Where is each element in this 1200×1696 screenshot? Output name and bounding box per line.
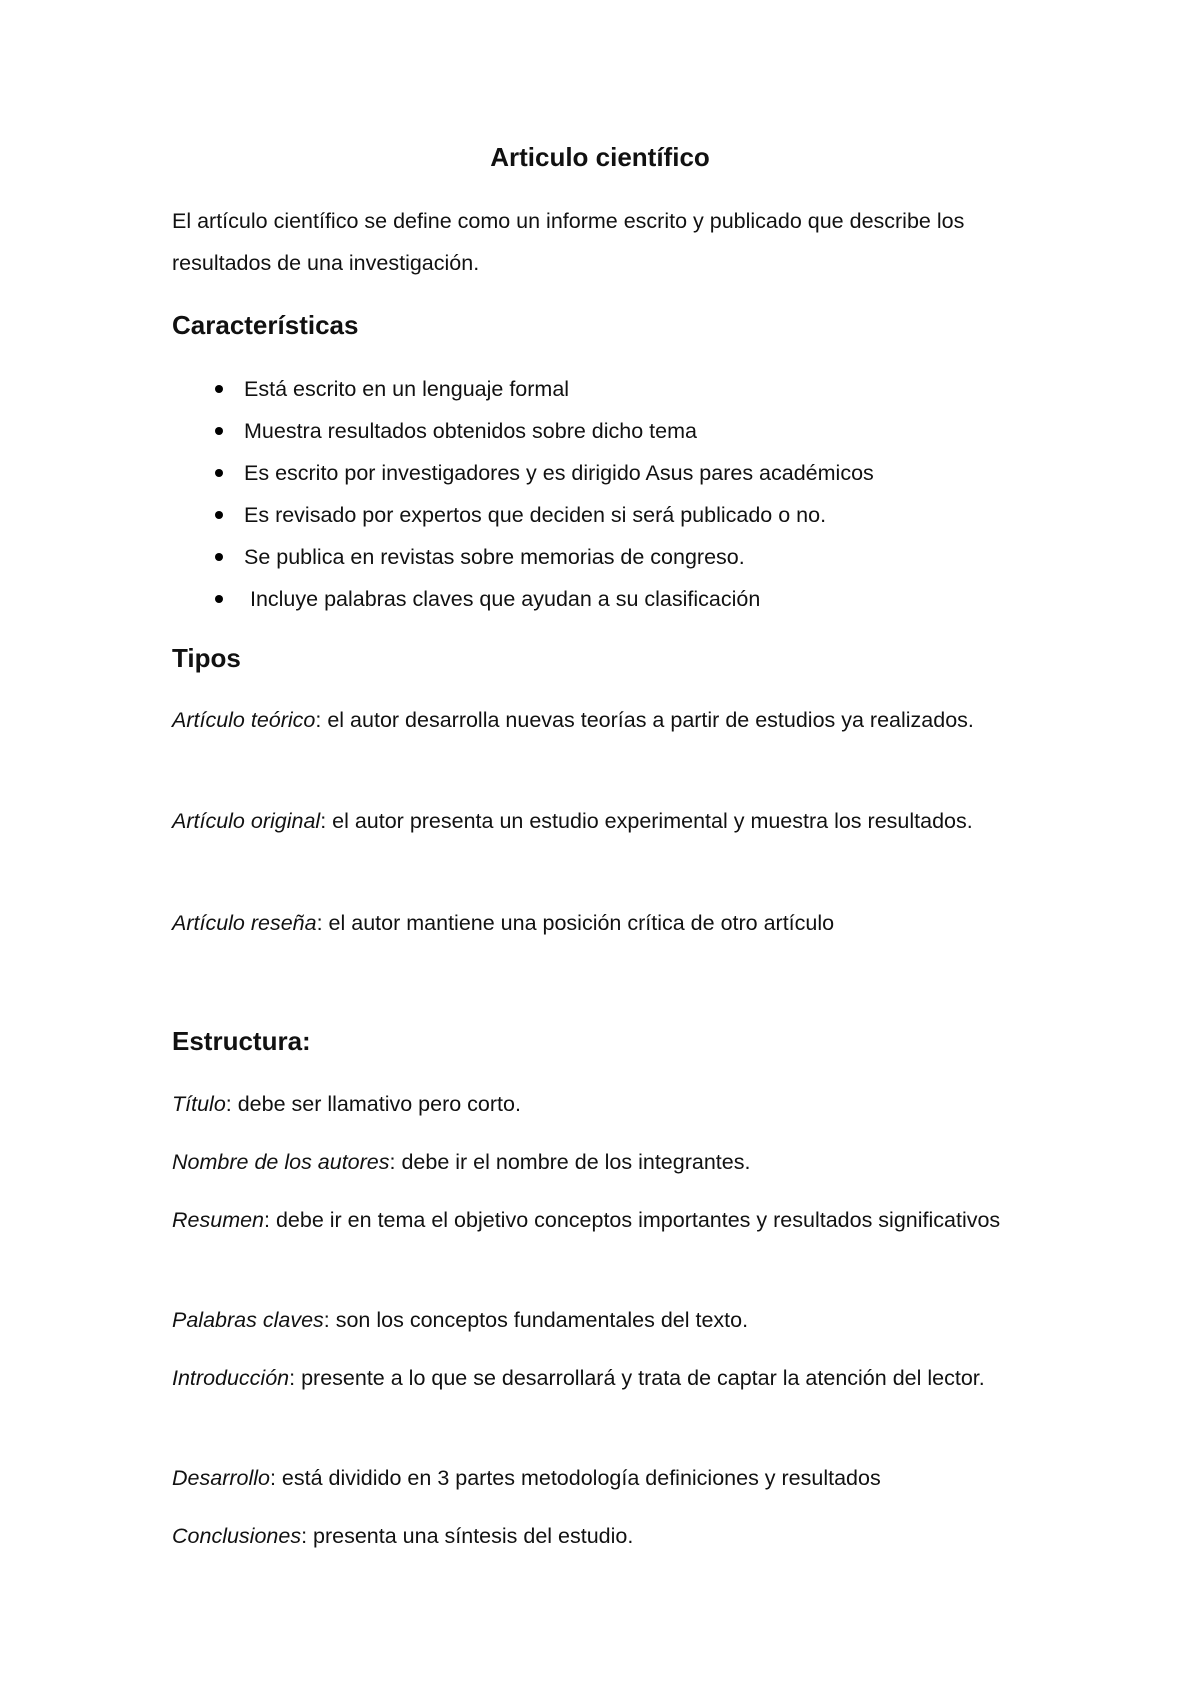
bullet-icon (215, 511, 223, 519)
estructura-text: : debe ir el nombre de los integrantes. (389, 1150, 751, 1174)
tipo-text: : el autor presenta un estudio experimental y muestra los resultados. (320, 809, 973, 833)
estructura-paragraph (172, 1199, 1042, 1241)
estructura-term: Título (172, 1092, 226, 1116)
estructura-text: : presenta una síntesis del estudio. (301, 1524, 634, 1548)
bullet-icon (215, 385, 223, 393)
bullet-icon (215, 595, 223, 603)
list-item: Se publica en revistas sobre memorias de congreso. (172, 536, 1042, 578)
estructura-paragraph (172, 1083, 1042, 1125)
section-heading-caracteristicas: Características (172, 310, 359, 340)
section-heading-tipos: Tipos (172, 643, 241, 673)
estructura-paragraph (172, 1299, 1042, 1341)
tipo-text: : el autor mantiene una posición crítica de otro artículo (316, 911, 835, 935)
estructura-term: Nombre de los autores (172, 1150, 390, 1174)
estructura-paragraph (172, 1357, 1042, 1399)
list-item: Incluye palabras claves que ayudan a su clasificación (172, 578, 1042, 620)
intro-paragraph: El artículo científico se define como un informe escrito y publicado que describe los resultados de una investigación. (172, 209, 965, 275)
estructura-text: : son los conceptos fundamentales del texto. (323, 1308, 749, 1332)
bullet-icon (215, 427, 223, 435)
estructura-term: Resumen (172, 1208, 265, 1232)
document-title: Articulo científico (490, 142, 710, 172)
tipo-term: Artículo original (172, 809, 321, 833)
estructura-term: Conclusiones (172, 1524, 302, 1548)
estructura-term: Desarrollo (172, 1466, 270, 1490)
tipo-paragraph (172, 699, 1042, 741)
estructura-paragraph (172, 1515, 1042, 1557)
estructura-paragraph (172, 1141, 1042, 1183)
estructura-text: : está dividido en 3 partes metodología definiciones y resultados (269, 1466, 881, 1490)
estructura-term: Introducción (172, 1366, 290, 1390)
tipo-term: Artículo reseña (172, 911, 317, 935)
list-item: Es revisado por expertos que deciden si será publicado o no. (172, 494, 1042, 536)
estructura-text: : debe ir en tema el objetivo conceptos importantes y resultados significativos (264, 1208, 1001, 1232)
estructura-text: : debe ser llamativo pero corto. (225, 1092, 521, 1116)
bullet-icon (215, 553, 223, 561)
tipo-text: : el autor desarrolla nuevas teorías a partir de estudios ya realizados. (315, 708, 974, 732)
section-heading-estructura: Estructura: (172, 1026, 311, 1056)
bullet-icon (215, 469, 223, 477)
list-item: Está escrito en un lenguaje formal (172, 368, 1042, 410)
tipo-term: Artículo teórico (172, 708, 316, 732)
list-item: Muestra resultados obtenidos sobre dicho tema (172, 410, 1042, 452)
tipo-paragraph (172, 800, 1042, 842)
caracteristicas-list (172, 368, 1042, 620)
estructura-text: : presente a lo que se desarrollará y trata de captar la atención del lector. (289, 1366, 985, 1390)
estructura-term: Palabras claves (172, 1308, 324, 1332)
tipo-paragraph (172, 902, 1042, 944)
list-item: Es escrito por investigadores y es dirigido Asus pares académicos (172, 452, 1042, 494)
estructura-paragraph (172, 1457, 1042, 1499)
